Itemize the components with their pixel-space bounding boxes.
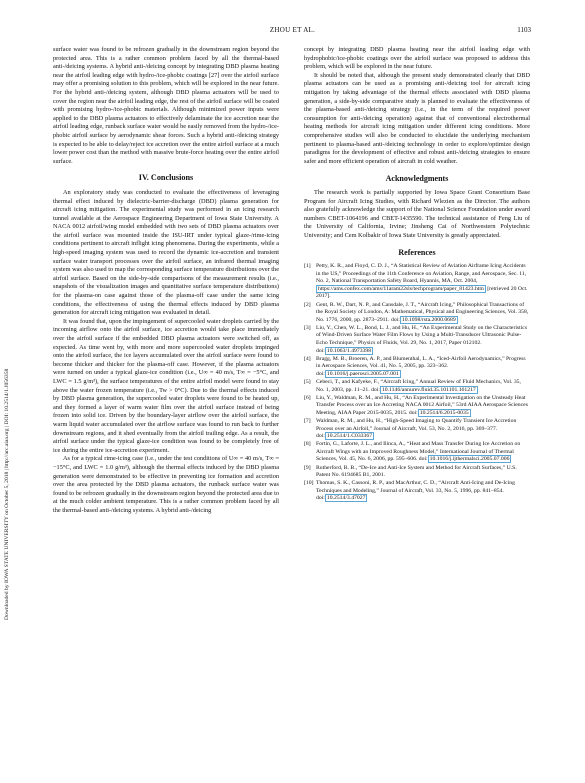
doi-link[interactable]: 10.2514/3.47027 [326,495,366,502]
reference-list [304,263,530,503]
download-notice: Downloaded by IOWA STATE UNIVERSITY on October 5, 2018 | http://arc.aiaa.org | DOI: 10.2514/1.J056358 [4,368,10,620]
references-heading: References [398,248,436,258]
reference-number: [1] [304,263,311,270]
reference-number: [2] [304,301,311,308]
reference-text: Cebeci, T., and Kafyeke, F., “Aircraft Icing,” Annual Review of Fluid Mechanics, Vol. 35, No. 1, 2003, pp. 11–21. doi: [316,378,521,393]
body-paragraph: It was found that, upon the impingement of supercooled water droplets carried by the incoming airflow onto the airfoil surface, ice accretion would take place immediately over the airfoil surface if the embedded DBD plasma actuators were switched off, as expected. As time went by, with more and more supercooled water droplets impinged onto the airfoil surface, the ice layers accumulated over the airfoil surface were found to become thicker and thicker for the plasma-off case. However, if the plasma actuators were turned on under a typical glaze-ice condition (i.e., U∞ = 40 m/s, T∞ = −5°C, and LWC = 1.5 g/m³), the surface temperatures of the entire airfoil model were found to stay above the water frozen temperature (i.e., Tw > 0°C). Due to the thermal effects induced by DBD plasma generation, the supercooled water droplets were found to be heated up, and they formed a layer of warm water film over the airfoil surface instead of being frozen into solid ice. Driven by the boundary-layer airflow over the airfoil surface, the warm liquid water accumulated over the airflow surface was found to run back to further downstream regions, and it shed eventually from the airfoil trailing edge. As a result, the airfoil surface under the typical glaze-ice condition was found to be completely free of ice during the entire ice-accretion experiment. [53,317,279,454]
reference-link[interactable]: https://ams.confex.com/ams/11aram22sls/techprogram/paper_81423.htm [318,285,484,292]
reference-number: [9] [304,464,311,471]
reference-text-tail: [retrieved 20 Oct. 2017]. [316,285,528,300]
acknowledgments-heading: Acknowledgments [385,174,449,184]
reference-text: Gent, R. W., Dart, N. P., and Cansdale, J. T., “Aircraft Icing,” Philosophical Transactions of the Royal Society of London, A: Mathematical, Physical and Engineering Sciences, Vol. 358, No. 1776, 2000, pp. 2873–2911. doi: [316,301,529,323]
body-paragraph: An exploratory study was conducted to evaluate the effectiveness of leveraging thermal effect induced by dielectric-barrier-discharge (DBD) plasma generation for aircraft icing mitigation. The experimental study was performed in an icing research tunnel available at the Aerospace Engineering Department of Iowa State University. A NACA 0012 airfoil/wing model embedded with two sets of DBD plasma actuators over the airfoil surface was mounted inside the ISU-IRT under typical glaze-/rime-icing conditions pertinent to aircraft inflight icing phenomena. During the experiments, while a high-speed imaging system was used to record the dynamic ice-accretion and transient surface water transport processes over the airfoil surface, an infrared thermal imaging system was also used to map the corresponding surface temperature distributions over the airfoil surface. Based on the side-by-side comparisons of the measurement results (i.e., snapshots of the visualization images and quantitative surface temperature distributions) for the plasma-on case against those of the plasma-off case under the same icing conditions, the effectiveness of using the thermal effects induced by DBD plasma generation for aircraft icing mitigation was evaluated in detail. [53,188,279,317]
left-column [53,46,279,515]
reference-number: [7] [304,417,311,424]
reference-text: Waldman, R. M., and Hu, H., “High-Speed Imaging to Quantify Transient Ice Accretion Process over an Airfoil,” Journal of Aircraft, Vol. 53, No. 2, 2016, pp. 369–377. doi: [316,417,517,440]
reference-text: Liu, Y., Waldman, R. M., and Hu, H., “An Experimental Investigation on the Unsteady Heat Transfer Process over an Ice Accreting NACA 0012 Airfoil,” 53rd AIAA Aerospace Sciences Meeting, AIAA Paper 2015-0035, 2015. doi: [316,394,528,416]
reference-number: [10] [304,480,314,487]
reference-text: Thomas, S. K., Cassoni, R. P., and MacArthur, C. D., “Aircraft Anti-Icing and De-Icing Techniques and Modeling,” Journal of Aircraft, Vol. 33, No. 5, 1996, pp. 841–854. doi: [316,480,515,502]
reference-item [304,379,530,394]
reference-text: Fortin, G., Laforte, J. L., and Ilinca, A., “Heat and Mass Transfer During Ice Accretion on Aircraft Wings with an Improved Roughness Model,” International Journal of Thermal Sciences, Vol. 45, No. 6, 2006, pp. 595–606. doi: [316,441,521,463]
reference-item [304,356,530,379]
reference-text: Liu, Y., Chen, W. L., Bond, L. J., and Hu, H., “An Experimental Study on the Characteristics of Wind-Driven Surface Water Film Flows by Using a Multi-Transducer Ultrasonic Pulse-Echo Technique,” Physics of Fluids, Vol. 29, No. 1, 2017, Paper 012102. doi: [316,324,528,354]
body-paragraph: surface water was found to be refrozen gradually in the downstream region beyond the protected area. This is a rather common problem faced by all the thermal-based anti-/deicing systems. A hybrid anti-/deicing concept by integrating DBD plasma heating near the airfoil leading edge with hydro-/ice-phobic coatings [27] over the airfoil surface may offer a promising solution to this problem, which will be explored in the near future. For the hybrid anti-/deicing system, although DBD plasma actuators will be used to cover the region near the airfoil leading edge, the rest of the airfoil surface will be coated with promising hydro-/ice-phobic materials. Although minimized power inputs were applied to the DBD plasma actuators to effectively delaminate the ice accretion near the airfoil leading edge, runback surface water would be easily removed from the hydro-/ice-phobic airfoil surface by aerodynamic shear forces. Such a hybrid anti-/deicing strategy is expected to be able to delay/reject ice accretion over the entire airfoil surface at a much lower power cost than the method with massive brute-force heating over the entire airfoil surface. [53,46,279,165]
body-paragraph: concept by integrating DBD plasma heating near the airfoil leading edge with hydrophobic/ice-phobic coatings over the airfoil surface was proposed to address this problem, which will be explored in the near future. [304,46,530,71]
doi-link[interactable]: 10.1016/j.ijthermalsci.2005.07.006 [429,456,510,463]
body-paragraph: It should be noted that, although the present study demonstrated clearly that DBD plasma actuators can be used as a promising anti-/deicing tool for aircraft icing mitigation by taking advantage of the thermal effects associated with DBD plasma generation, a side-by-side comparative study is planned to evaluate the effectiveness of the plasma-based anti-/deicing strategy (i.e., in the term of the required power consumption for anti-/deicing operation) against that of conventional electrothermal heating methods for aircraft icing mitigation under different icing conditions. More comprehensive studies will also be conducted to elucidate the underlying mechanism pertinent to plasma-based anti-/deicing technology in order to explore/optimize design paradigms for the development of effective and robust anti-/deicing strategies to ensure safer and more efficient operation of aircraft in cold weather. [304,71,530,165]
reference-number: [8] [304,441,311,448]
reference-number: [3] [304,324,311,331]
body-paragraph: As for a typical rime-icing case (i.e., under the test conditions of U∞ = 40 m/s, T∞ = −15°C, and LWC = 1.0 g/m³), although the thermal effects induced by the DBD plasma generation were demonstrated to be effective in preventing ice formation and accretion over the area protected by the DBD plasma actuators, the runback surface water was found to be refrozen gradually in the downstream region beyond the protected area due to at the much colder ambient temperature. This is a rather common problem faced by all the thermal-based anti-/deicing systems. A hybrid anti-/deicing [53,455,279,514]
section-heading-conclusions: IV. Conclusions [138,173,194,183]
reference-number: [6] [304,394,311,401]
reference-item [304,325,530,355]
doi-link[interactable]: 10.1146/annurev.fluid.35.101101.161217 [381,386,476,393]
doi-link[interactable]: 10.1016/j.paerosci.2005.07.001 [326,370,399,377]
reference-item [304,465,530,480]
acknowledgments-text: The research work is partially supported by Iowa Space Grant Consortium Base Program for Aircraft Icing Studies, with Richard Wlezien as the Director. The authors also gratefully acknowledge the support of the National Science Foundation under award numbers CBET-1064196 and CBET-1435590. The technical assistance of Feng Liu of the University of California, Irvine; Jinsheng Cai of Northwestern Polytechnic University; and Cem Kolbakir of Iowa State University is greatly appreciated. [304,188,530,239]
reference-number: [5] [304,378,311,385]
doi-link[interactable]: 10.2514/1.C033367 [326,433,373,440]
reference-item [304,263,530,301]
page-number: 1103 [517,26,531,34]
reference-item [304,418,530,441]
reference-item [304,480,530,503]
reference-item [304,302,530,325]
reference-text: Bragg, M. B., Broeren, A. P., and Blumenthal, L. A., “Iced-Airfoil Aerodynamics,” Progress in Aerospace Sciences, Vol. 41, No. 5, 2005, pp. 323–362. doi: [316,355,526,377]
reference-text: Rutherford, R. B., “De-Ice and Anti-Ice System and Method for Aircraft Surfaces,” U.S. Patent No. 6194685 B1, 2001. [316,464,517,479]
right-column [304,46,530,503]
reference-text: Petty, K. R., and Floyd, C. D. J., “A Statistical Review of Aviation Airframe Icing Accidents in the US,” Proceedings of the 11th Conference on Aviation, Range, and Aerospace, Sec. 11, No. 2, National Transportation Safety Board, Hyannis, MA, Oct. 2004, [316,263,527,285]
doi-link[interactable]: 10.2514/6.2015-0035 [419,409,469,416]
reference-item [304,441,530,464]
running-header: ZHOU ET AL. [269,26,316,34]
doi-link[interactable]: 10.1063/1.4973398 [326,347,372,354]
reference-number: [4] [304,355,311,362]
doi-link[interactable]: 10.1098/rsta.2000.0689 [401,316,456,323]
reference-item [304,395,530,418]
